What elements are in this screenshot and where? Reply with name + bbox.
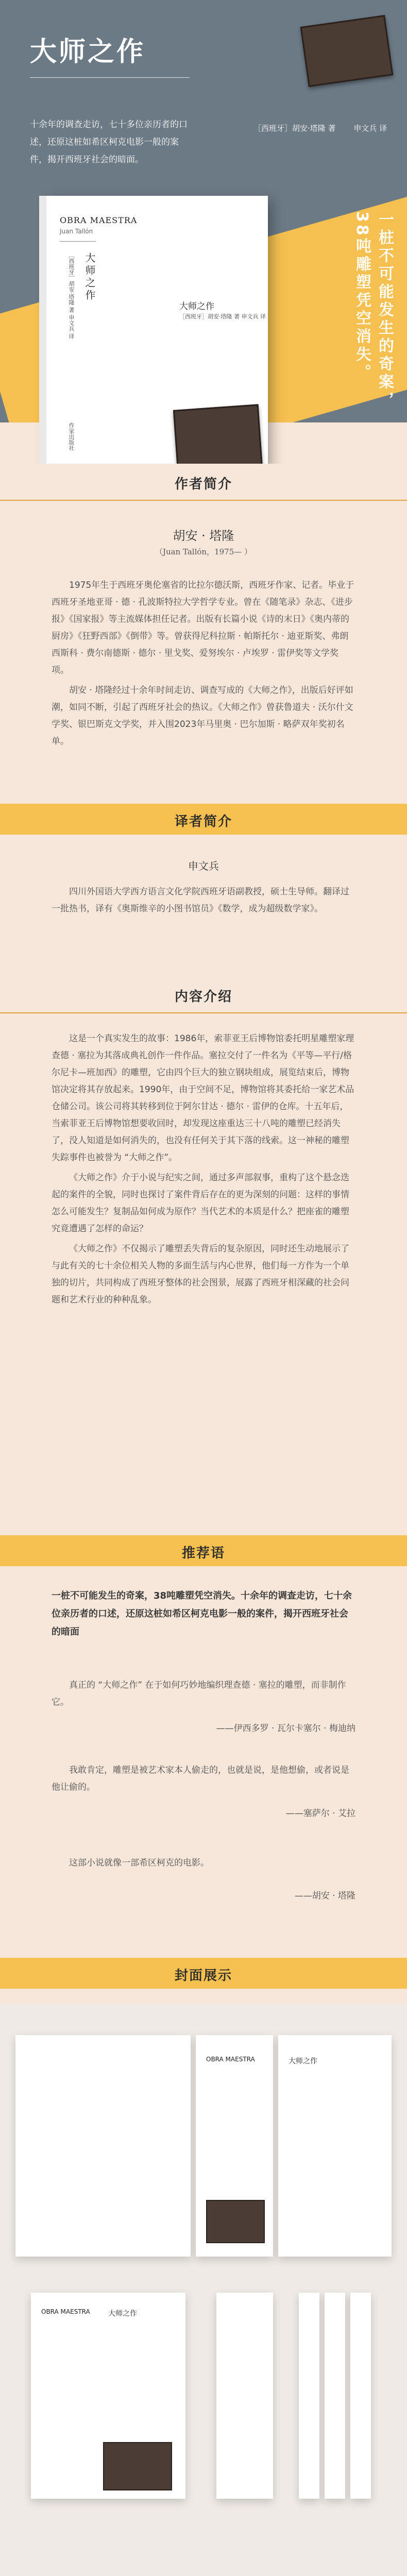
- translator-name: 申文兵: [188, 860, 219, 872]
- author-section-title: 作者简介: [174, 477, 232, 492]
- quote-attribution: ——胡安 · 塔隆: [294, 1891, 355, 1901]
- cover-open-plaque: [206, 2200, 265, 2243]
- cover-spine-2: [325, 2293, 345, 2499]
- hero-divider: [30, 77, 190, 78]
- quote-block: [52, 1677, 355, 1711]
- hero-author-tag: ［西班牙］胡安·塔隆 著: [253, 124, 336, 133]
- hero-slogan-line1: 一桩不可能发生的奇案，: [376, 211, 394, 410]
- hero-credits: [253, 123, 387, 133]
- cover-section-header: [0, 1958, 407, 1990]
- cover-front-obra: OBRA MAESTRA: [41, 2308, 90, 2315]
- book-obra-author: Juan Tallón: [60, 228, 93, 235]
- content-section-header: [0, 979, 407, 1011]
- hero-title: 大师之作: [30, 36, 146, 67]
- translator-section-title: 译者简介: [174, 814, 232, 829]
- translator-bio-paragraph: 四川外国语大学西方语言文化学院西班牙语副教授，硕士生导师。翻译过一批热书，译有《奥斯维辛的小图书馆员》《数学，成为超级数学家》。: [52, 887, 349, 914]
- cover-spine-1: [299, 2293, 319, 2499]
- author-section-header: [0, 466, 407, 498]
- content-paragraph: 《大师之作》介于小说与纪实之间，通过多声部叙事，重构了这个悬念迭起的案件的全貌，同时也探讨了案件背后存在的更为深刻的问题：这样的事情怎么可能发生？复制品如何成为原作？当代艺术的本质是什么？把座雀的雕塑究竟遭遇了怎样的命运？: [52, 1173, 349, 1234]
- author-bio-paragraph: 1975年生于西班牙奥伦塞省的比拉尔德沃斯，西班牙作家、记者。毕业于西班牙圣地亚哥 · 德 · 孔波斯特拉大学哲学专业。曾在《随笔录》杂志、《进步报》《国家报》等主流媒体担任记者。出版有长篇小说《诗的末日》《奥内蒂的厨房》《狂野西部》《倒带》等。曾获得尼科拉斯 · 帕斯托尔 · 迪亚斯奖、弗朗西斯科 · 费尔南德斯 · 德尔 · 里戈奖、爱努埃尔 · 卢埃罗 · 雷伊奖等文学奖项。: [52, 580, 354, 675]
- cover-back: [216, 2293, 273, 2499]
- quote-text: 我敢肯定，雕塑是被艺术家本人偷走的，也就是说，是他想偷，或者说是他让偷的。: [52, 1765, 349, 1792]
- book-cover-3d: [46, 196, 268, 464]
- book-vertical-author: ［西班牙］胡安·塔隆 著 申文兵 译: [68, 252, 75, 339]
- quote-text: 这部小说就像一部希区柯克的电影。: [69, 1858, 209, 1868]
- cover-front-title: 大师之作: [108, 2310, 137, 2318]
- sculpture-plaque-image: [300, 15, 394, 87]
- hero-translator-tag: 申文兵 译: [353, 124, 387, 133]
- recommend-lead: 一桩不可能发生的奇案，38吨雕塑凭空消失。十余年的调查走访，七十余位亲历者的口述，还原这桩如希区柯克电影一般的案件，揭开西班牙社会的暗面: [52, 1590, 352, 1637]
- content-paragraph: 《大师之作》不仅揭示了雕塑丢失背后的复杂原因，同时还生动地展示了与此有关的七十余位相关人物的多面生活与内心世界，他们每一方作为一个单独的切片，共同构成了西班牙整体的社会图景，展露了西班牙相深藏的社会问题和艺术行业的种种乱象。: [52, 1244, 349, 1305]
- content-section-rule: [0, 1012, 407, 1013]
- hero-blurb: 十余年的调查走访，七十多位亲历者的口述，还原这桩如希区柯克电影一般的案件，揭开西班牙社会的暗面。: [30, 120, 188, 165]
- cover-front: [31, 2293, 185, 2499]
- cover-spine-3: [350, 2293, 371, 2499]
- cover-gallery: [0, 2004, 407, 2576]
- translator-bio: [52, 884, 355, 921]
- translator-section-header: [0, 804, 407, 836]
- quote-text: 真正的 “大师之作” 在于如何巧妙地编织理查德 · 塞拉的雕塑，而非制作它。: [52, 1680, 346, 1707]
- book-vertical-publisher: 作家出版社: [68, 422, 75, 451]
- author-name: 胡安 · 塔隆: [173, 529, 234, 543]
- cover-open-obra: OBRA MAESTRA: [206, 2056, 255, 2063]
- quote-block: [52, 1762, 355, 1796]
- book-front-author: ［西班牙］胡安·塔隆 著 申文兵 译: [179, 313, 266, 320]
- quote-block: [52, 1855, 355, 1872]
- content-section-title: 内容介绍: [174, 989, 232, 1005]
- content-paragraph: 这是一个真实发生的故事：1986年，索菲亚王后博物馆委托明星雕塑家理查德 · 塞拉为其落成典礼创作一件作品。塞拉交付了一件名为《平等—平行/格尔尼卡—班加西》的雕塑，它由四个巨大的独立钢块组成，展览结束后，博物馆决定将其存放起来。1990年，由于空间不足，博物馆将其委托给一家艺术品仓储公司。该公司将其转移到位于阿尔甘达 · 德尔 · 雷伊的仓库。十五年后，当索菲亚王后博物馆想要收回时，却发现这座重达三十八吨的雕塑已经消失了，没人知道是如何消失的，也没有任何关于其下落的线索。这一神秘的雕塑失踪事件也被誉为 “大师之作”。: [52, 1033, 354, 1163]
- cover-open-flap-right: [278, 2035, 392, 2257]
- cover-section-title: 封面展示: [174, 1968, 232, 1984]
- quote-attribution: ——伊西多罗 · 瓦尔卡塞尔 · 梅迪纳: [216, 1723, 355, 1734]
- hero-slogan: [350, 211, 396, 410]
- book-rule: [60, 241, 96, 242]
- hero-slogan-line2: 38吨雕塑凭空消失。: [353, 211, 371, 382]
- author-bio-paragraph: 胡安 · 塔隆经过十余年时间走访、调查写成的《大师之作》，出版后好评如潮，如同不断，引起了西班牙社会的热议。《大师之作》曾获鲁道夫 · 沃尔什文学奖、银巴斯克文学奖，并入围2023年马里奥 · 巴尔加斯 · 略萨双年奖初名单。: [52, 685, 353, 747]
- content-intro: [52, 1030, 355, 1312]
- author-bio: [52, 577, 355, 753]
- hero-banner: [0, 0, 407, 464]
- author-name-latin: （Juan Tallón，1975— ）: [155, 547, 252, 556]
- book-spine: [39, 196, 46, 464]
- book-front-title: 大师之作: [179, 301, 214, 312]
- recommend-section-header: [0, 1535, 407, 1567]
- author-section-rule: [0, 500, 407, 501]
- cover-front-plaque: [103, 2442, 172, 2490]
- cover-open-spine: [196, 2035, 273, 2257]
- recommend-section-title: 推荐语: [181, 1546, 225, 1561]
- cover-open-title: 大师之作: [289, 2057, 317, 2065]
- quote-attribution: ——塞萨尔 · 艾拉: [285, 1808, 355, 1819]
- book-vertical-title: 大师之作: [83, 252, 96, 302]
- cover-open-flap-left: [15, 2035, 191, 2257]
- book-plaque-image: [173, 404, 263, 464]
- book-obra-label: OBRA MAESTRA: [60, 215, 138, 225]
